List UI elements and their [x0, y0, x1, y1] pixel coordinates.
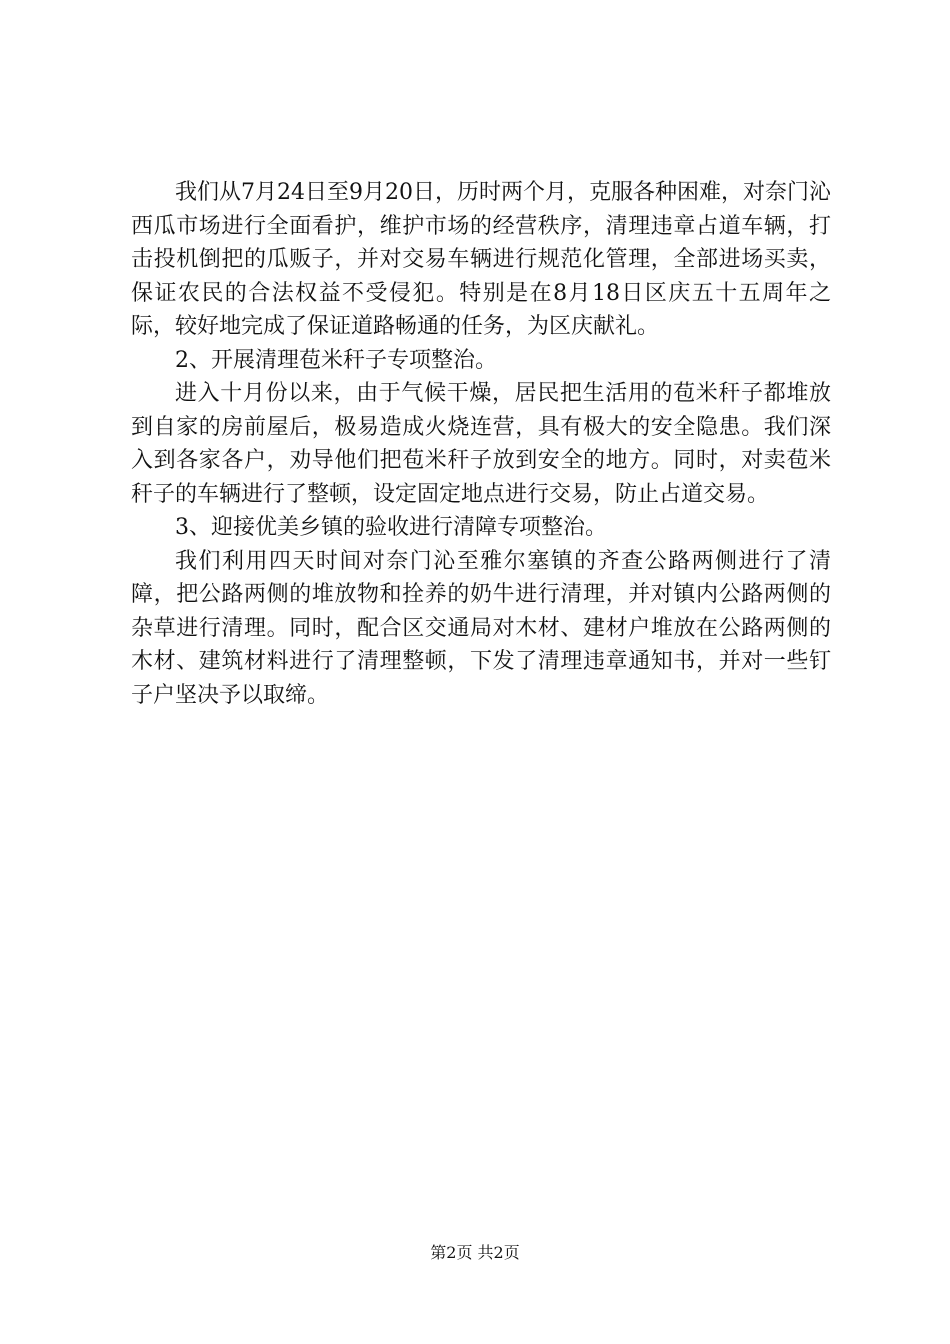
paragraph-obstacle-clearing: 我们利用四天时间对奈门沁至雅尔塞镇的齐查公路两侧进行了清障，把公路两侧的堆放物和拴养的奶牛进行清理，并对镇内公路两侧的杂草进行清理。同时，配合区交通局对木材、建材户堆放在公路两侧的木材、建筑材料进行了清理整顿，下发了清理违章通知书，并对一些钉子户坚决予以取缔。: [131, 548, 831, 708]
document-body: [131, 176, 831, 712]
heading-obstacle-clearing: 3、迎接优美乡镇的验收进行清障专项整治。: [175, 515, 607, 540]
paragraph-melon-market: 我们从7月24日至9月20日，历时两个月，克服各种困难，对奈门沁西瓜市场进行全面看护，维护市场的经营秩序，清理违章占道车辆，打击投机倒把的瓜贩子，并对交易车辆进行规范化管理，全部进场买卖，保证农民的合法权益不受侵犯。特别是在8月18日区庆五十五周年之际，较好地完成了保证道路畅通的任务，为区庆献礼。: [131, 180, 831, 339]
paragraph-corn-stalk: 进入十月份以来，由于气候干燥，居民把生活用的苞米秆子都堆放到自家的房前屋后，极易造成火烧连营，具有极大的安全隐患。我们深入到各家各户，劝导他们把苞米秆子放到安全的地方。同时，对卖苞米秆子的车辆进行了整顿，设定固定地点进行交易，防止占道交易。: [131, 381, 831, 507]
heading-corn-stalk-rectification: 2、开展清理苞米秆子专项整治。: [175, 347, 497, 373]
page-footer: 第2页 共2页: [430, 1243, 520, 1262]
